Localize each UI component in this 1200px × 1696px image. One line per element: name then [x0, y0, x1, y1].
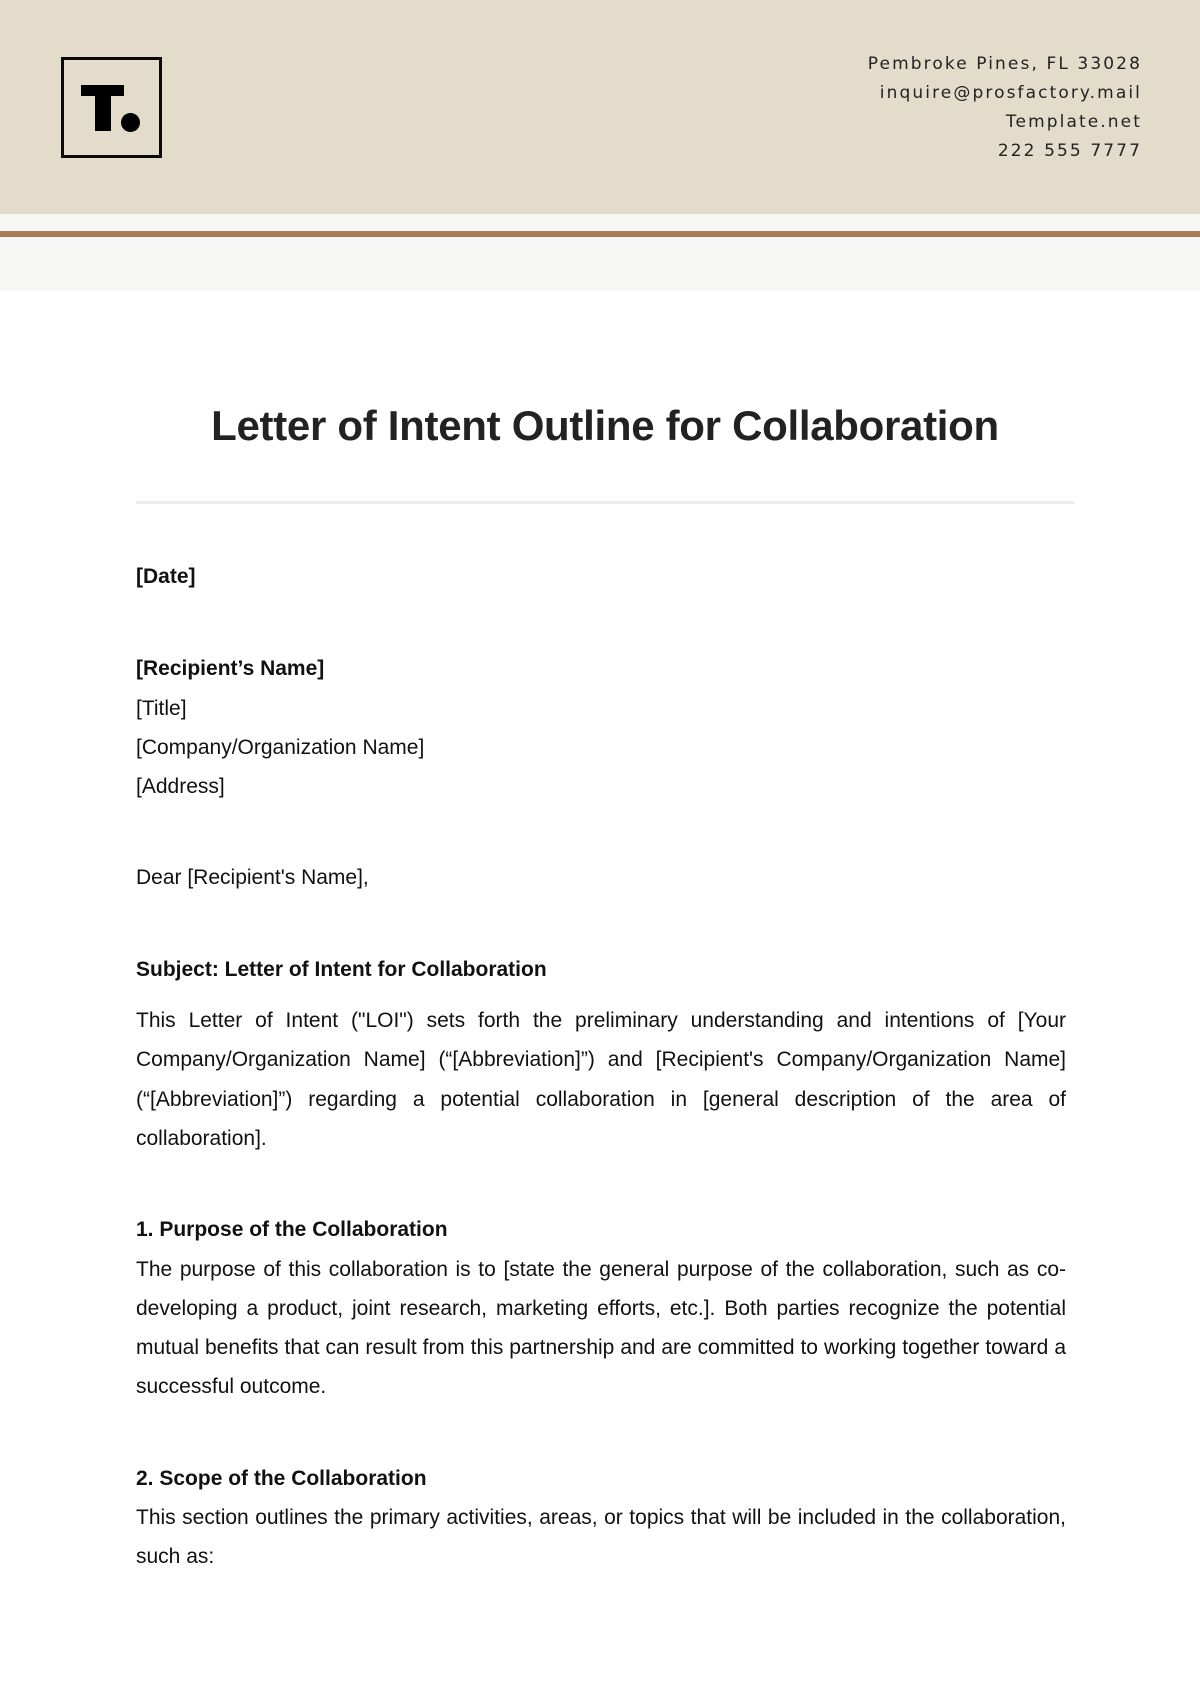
section-heading-purpose: 1. Purpose of the Collaboration — [136, 1218, 448, 1242]
recipient-name: [Recipient’s Name] — [136, 657, 325, 681]
letter-body — [136, 557, 1066, 1577]
section-heading-scope: 2. Scope of the Collaboration — [136, 1466, 427, 1490]
logo-dot — [121, 113, 140, 132]
contact-block — [868, 50, 1142, 166]
salutation: Dear [Recipient's Name], — [136, 866, 369, 890]
contact-email: inquire@prosfactory.mail — [879, 83, 1142, 103]
header-band — [0, 214, 1200, 291]
title-divider — [136, 501, 1074, 504]
contact-phone: 222 555 7777 — [997, 141, 1142, 161]
contact-address: Pembroke Pines, FL 33028 — [867, 54, 1142, 74]
recipient-company: [Company/Organization Name] — [136, 735, 425, 759]
section-body-purpose: The purpose of this collaboration is to [state the general purpose of the collaboration, such as co-developing a product, joint research, marketing efforts, etc.]. Both parties recognize the potential mutual benefits that can result from this partnership and are committed to working together toward a successful outcome. — [136, 1257, 1066, 1399]
contact-website: Template.net — [1005, 112, 1142, 132]
recipient-address: [Address] — [136, 775, 225, 799]
subject-line: Subject: Letter of Intent for Collaboration — [136, 957, 547, 981]
document-title: Letter of Intent Outline for Collaboration — [211, 402, 999, 449]
date-field: [Date] — [136, 565, 196, 588]
section-body-scope: This section outlines the primary activities, areas, or topics that will be included in the collaboration, such as: — [136, 1506, 1066, 1569]
accent-rule — [0, 231, 1200, 237]
letterhead-header — [0, 0, 1200, 214]
intro-paragraph: This Letter of Intent ("LOI") sets forth the preliminary understanding and intentions of [Your Company/Organization Name] (“[Abbreviation]”) and [Recipient's Company/Organization Name] (“[Abbreviation]”) regarding a potential collaboration in [general description of the area of collaboration]. — [136, 1009, 1066, 1150]
recipient-title: [Title] — [136, 696, 187, 720]
logo-t-stem — [95, 85, 111, 131]
template-logo-icon — [61, 57, 162, 158]
